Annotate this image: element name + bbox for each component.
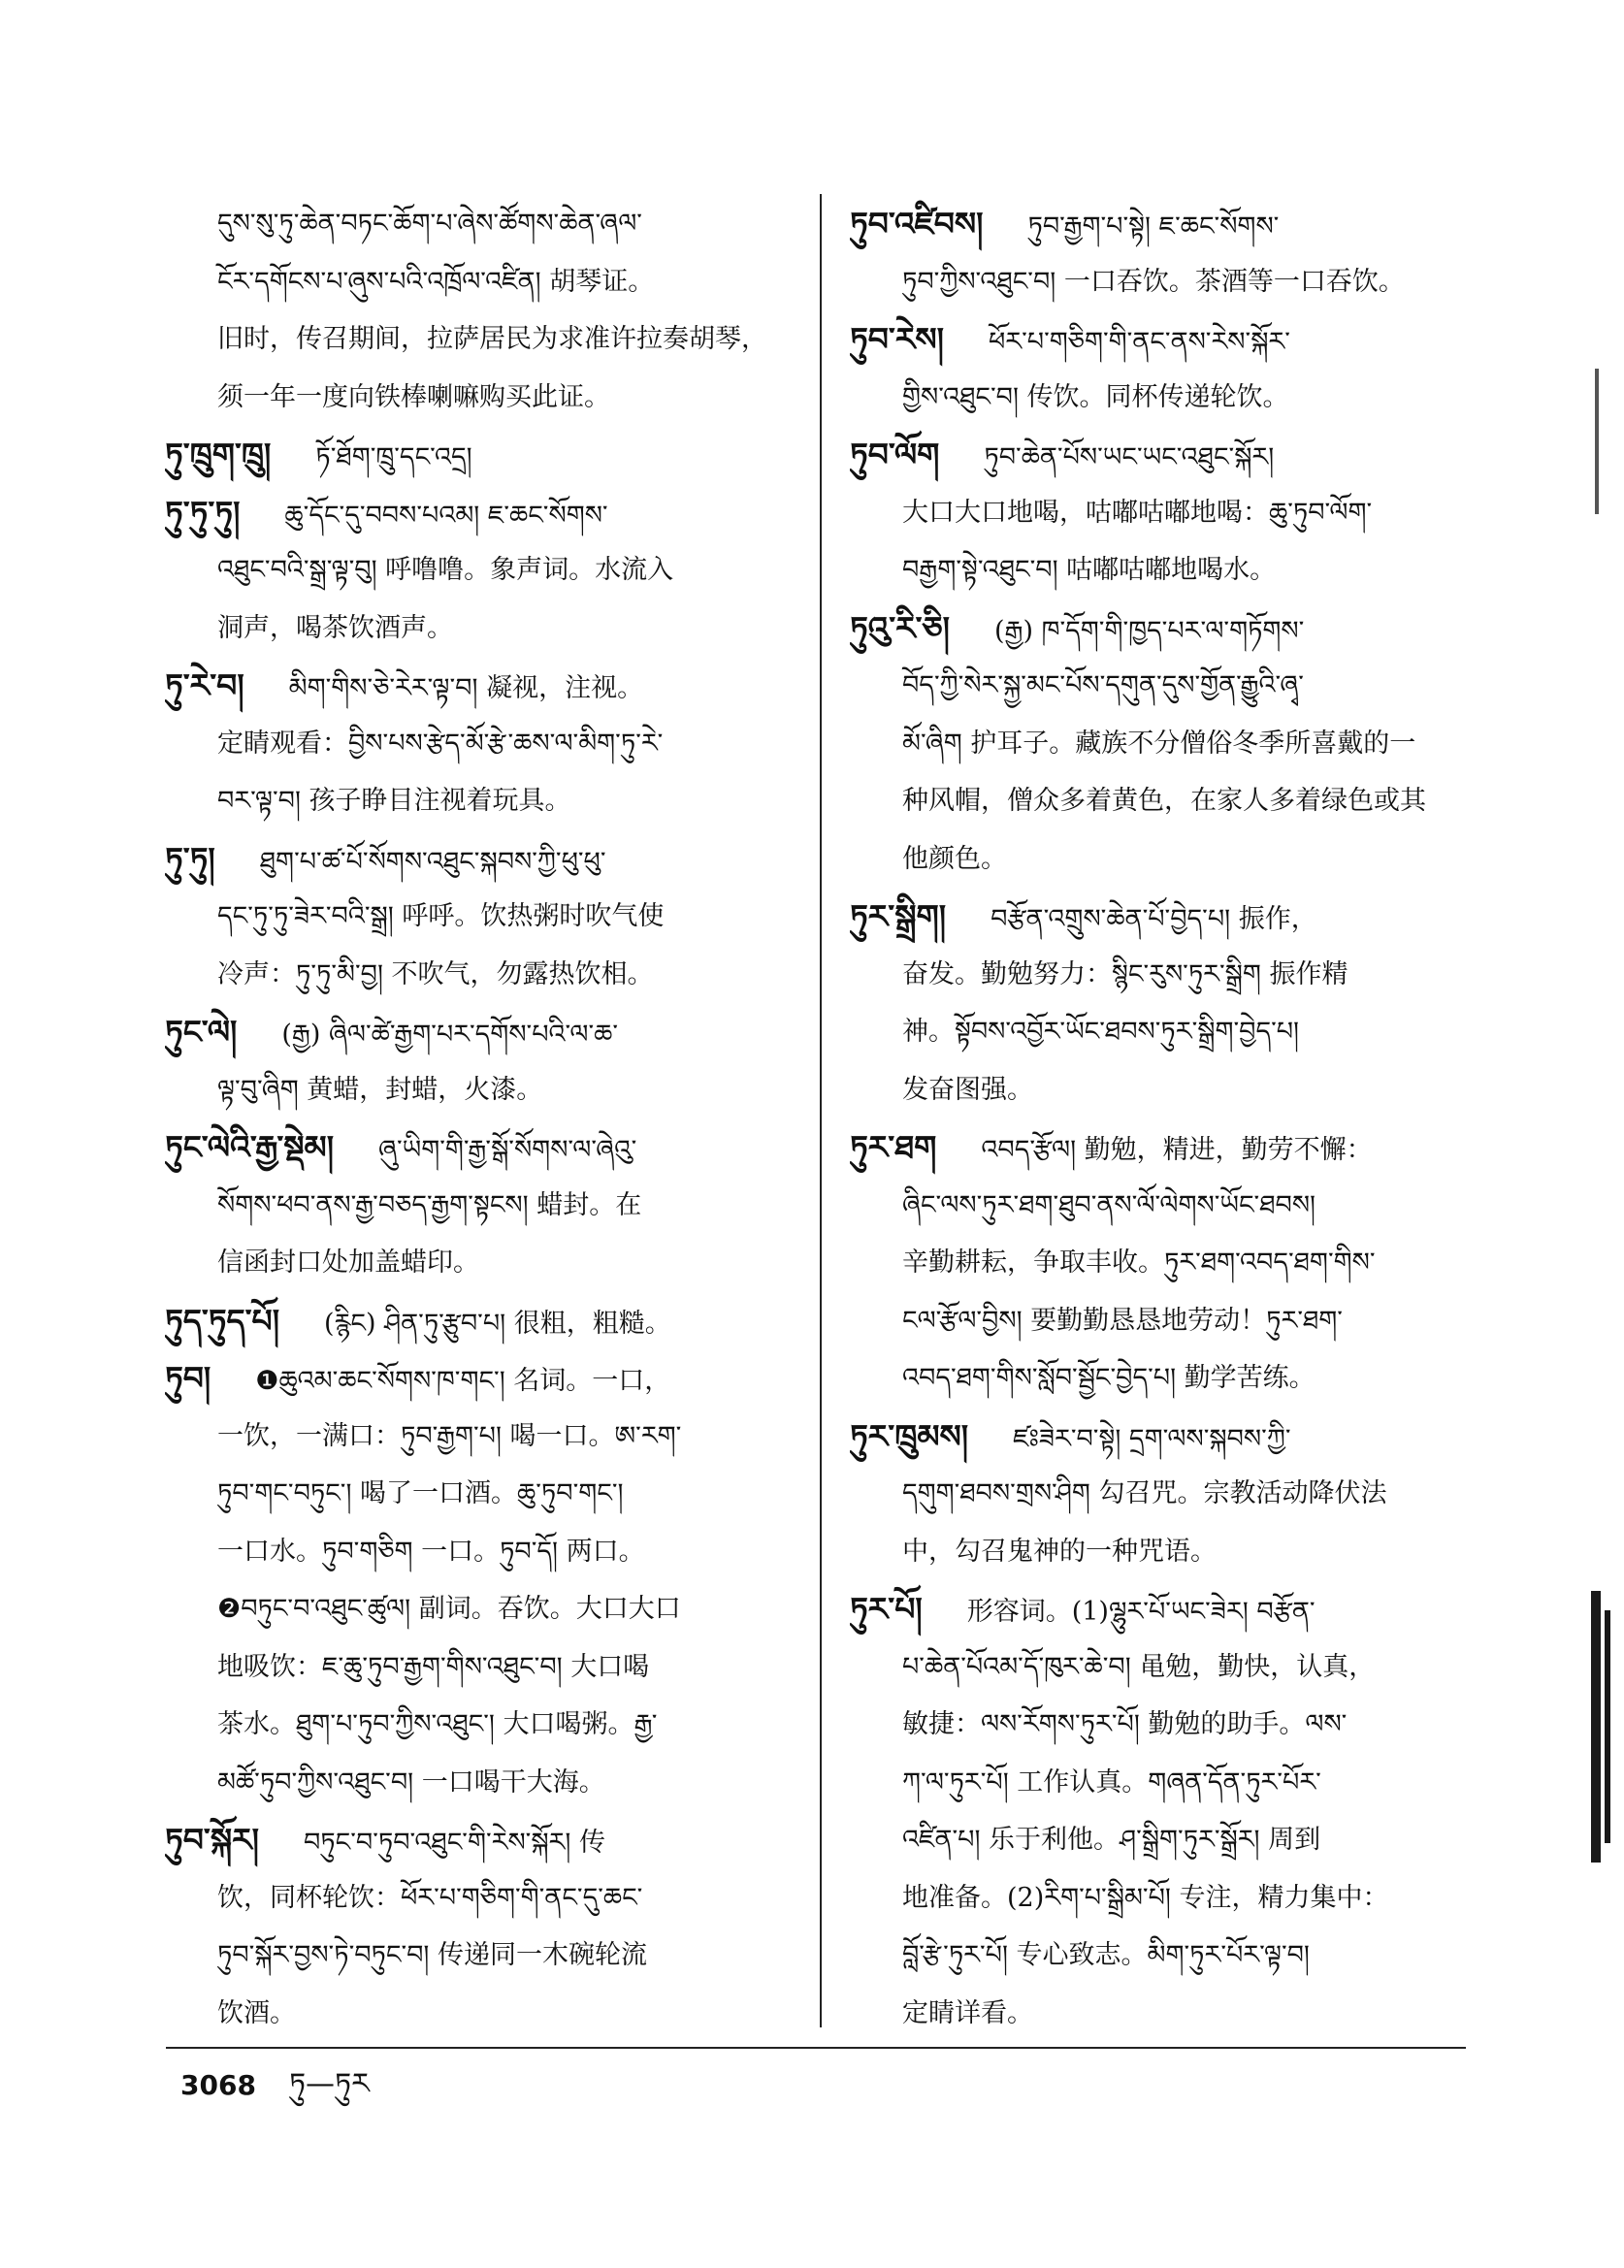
entry-line [165, 1177, 800, 1235]
entry-line [165, 1523, 800, 1581]
dictionary-entry [165, 426, 800, 484]
definition-text: བརྩོན་འགྲུས་ཆེན་པོ་བྱེད་པ། 振作， [991, 904, 1317, 934]
definition-text: (རྒྱ) ཁ་དོག་གི་ཁྱད་པར་ལ་གཏོགས་ [993, 615, 1305, 646]
entry-headword: ཏུར་པོ། [850, 1590, 923, 1628]
entry-headword: ཏུབ་སྐོར། [165, 1821, 259, 1859]
entry-line [165, 1003, 800, 1061]
definition-text: དང་ཏུ་ཏུ་ཟེར་བའི་སྒྲ། 呼呼。饮热粥时吹气使 [217, 901, 665, 931]
definition-text: བར་ལྟ་བ། 孩子睁目注视着玩具。 [217, 786, 571, 816]
definition-text: (རྒྱ) ཞིལ་ཚེ་རྒྱག་པར་དགོས་པའི་ལ་ཆ་ [281, 1020, 619, 1050]
dictionary-entry [850, 599, 1494, 889]
definition-text: 定睛详看。 [902, 1997, 1033, 2028]
definition-text: 旧时，传召期间，拉萨居民为求准许拉奏胡琴， [217, 324, 767, 354]
entry-line [850, 1349, 1494, 1408]
definition-text: 敏捷：ལས་རོགས་ཏུར་པོ། 勤勉的助手。ལས་ [902, 1709, 1348, 1739]
entry-line [850, 657, 1494, 715]
entry-line [850, 541, 1494, 599]
entry-line [165, 1985, 800, 2043]
definition-text: ཞུ་ཡིག་གི་རྒྱ་སྒོ་སོགས་ལ་ཞེའུ་ [378, 1135, 637, 1165]
entry-line [165, 426, 800, 484]
entry-line [850, 1811, 1494, 1869]
definition-text: ཏུབ་རྒྱག་པ་སྟེ། ཇ་ཆང་སོགས་ [1027, 211, 1280, 242]
entry-line [165, 484, 800, 542]
entry-line [850, 369, 1494, 427]
entry-headword: ཏུའུ་རི་ཅི། [850, 608, 950, 647]
entry-line [165, 657, 800, 715]
dictionary-entry [165, 657, 800, 830]
definition-text: 饮，同杯轮饮：ཕོར་པ་གཅིག་གི་ནང་དུ་ཆང་ [217, 1882, 643, 1913]
dictionary-entry [850, 426, 1494, 599]
dictionary-entry [165, 1292, 800, 1350]
entry-line [850, 599, 1494, 658]
entry-line [850, 715, 1494, 773]
right-column [850, 195, 1494, 2048]
entry-line [850, 426, 1494, 484]
entry-headword: ཏུར་སྒྲིག། [850, 897, 947, 935]
dictionary-entry [850, 310, 1494, 426]
dictionary-entry [850, 1580, 1494, 2042]
entry-line [850, 1754, 1494, 1812]
scan-edge-mark [1591, 1591, 1601, 1863]
entry-line [850, 1696, 1494, 1754]
definition-text: མོ་ཞིག 护耳子。藏族不分僧俗冬季所喜戴的一 [902, 728, 1416, 759]
definition-text: 信函封口处加盖蜡印。 [217, 1247, 479, 1278]
entry-line [850, 1985, 1494, 2043]
definition-text: ངལ་རྩོལ་བྱིས། 要勤勤恳恳地劳动！ཏུར་ཐག་ [902, 1305, 1343, 1336]
entry-line [165, 1811, 800, 1869]
entry-line [850, 1580, 1494, 1638]
entry-line [850, 1234, 1494, 1292]
footer-rule [166, 2047, 1466, 2049]
entry-line [165, 541, 800, 599]
definition-text: འབད་རྩོལ། 勤勉，精进，勤劳不懈： [981, 1135, 1373, 1165]
definition-text: ❷བཏུང་བ་འཐུང་ཚུལ། 副词。吞饮。大口大口 [217, 1594, 681, 1624]
definition-text: 冷声：ཏུ་ཏུ་མི་བྱ། 不吹气，勿露热饮相。 [217, 958, 654, 989]
dictionary-entry [850, 1118, 1494, 1408]
definition-text: 奋发。勤勉努力：སྙིང་རུས་ཏུར་སྒྲིག 振作精 [902, 958, 1348, 989]
entry-line [165, 599, 800, 658]
definition-text: 须一年一度向铁棒喇嘛购买此证。 [217, 381, 610, 412]
entry-line [850, 1292, 1494, 1350]
entry-line [850, 310, 1494, 369]
entry-line [850, 1061, 1494, 1119]
definition-text: ངོར་དགོངས་པ་ཞུས་པའི་འཁྲོལ་འཛིན། 胡琴证。 [217, 266, 655, 297]
page-guide-words: ཏུ—ཏུར [289, 2067, 370, 2101]
dictionary-entry [850, 888, 1494, 1118]
definition-text: 发奋图强。 [902, 1074, 1033, 1105]
definition-text: ཀ་ལ་ཏུར་པོ། 工作认真。གཞན་དོན་ཏུར་པོར་ [902, 1766, 1321, 1798]
entry-line [165, 1927, 800, 1985]
definition-text: ཕོར་པ་གཅིག་གི་ནང་ནས་རེས་སྐོར་ [989, 327, 1290, 357]
entry-line [165, 195, 800, 253]
definition-text: བཏུང་བ་ཏུབ་འཐུང་གི་རེས་སྐོར། 传 [304, 1828, 605, 1858]
definition-text: ཞིང་ལས་ཏུར་ཐག་ཐུབ་ནས་ལོ་ལེགས་ཡོང་ཐབས། [902, 1189, 1316, 1220]
dictionary-entry [165, 1811, 800, 2042]
definition-text: 中，勾召鬼神的一种咒语。 [902, 1536, 1217, 1567]
column-divider [820, 194, 822, 2027]
entry-headword: ཏུ་ཁྲུག་ཁྲུ། [165, 436, 272, 473]
definition-text: བརྒྱག་སྟེ་འཐུང་བ། 咕嘟咕嘟地喝水。 [902, 555, 1277, 585]
entry-headword: ཏུར་ཐག [850, 1128, 937, 1166]
dictionary-entry [165, 1003, 800, 1118]
definition-text: འཛིན་པ། 乐于利他。ཤ་སྒྲིག་ཏུར་སྒྲོར། 周到 [902, 1825, 1321, 1855]
definition-text: ཏུབ་ཆེན་པོས་ཡང་ཡང་འཐུང་སྐོར། [984, 442, 1275, 472]
entry-line [165, 1580, 800, 1638]
entry-line [850, 1118, 1494, 1177]
definition-text: 地吸饮：ཇ་ཆུ་ཏུབ་རྒྱག་གིས་འཐུང་བ། 大口喝 [217, 1651, 650, 1682]
entry-line [165, 1118, 800, 1177]
entry-line [850, 1927, 1494, 1985]
entry-headword: ཏུང་ལེའི་རྒྱ་སྡེམ། [165, 1128, 335, 1166]
left-column [165, 195, 800, 2048]
definition-text: འཐུང་བའི་སྒྲ་ལྟ་བུ། 呼噜噜。象声词。水流入 [217, 555, 674, 585]
definition-text: 地准备。(2)རིག་པ་སྒྲིམ་པོ། 专注，精力集中： [902, 1882, 1389, 1913]
definition-text: མིག་གིས་ཅེ་རེར་ལྟ་བ། 凝视，注视。 [288, 673, 644, 703]
entry-headword: ཏུ་ཏུ། [165, 839, 215, 878]
entry-line [165, 1061, 800, 1119]
definition-text: ལྟ་བུ་ཞིག 黄蜡，封蜡，火漆。 [217, 1074, 543, 1105]
entry-line [165, 1349, 800, 1408]
definition-text: གྱིས་འཐུང་བ། 传饮。同杯传递轮饮。 [902, 381, 1289, 412]
definition-text: མཚོ་ཏུབ་ཀྱིས་འཐུང་བ། 一口喝干大海。 [217, 1766, 605, 1798]
definition-text: 洞声，喝茶饮酒声。 [217, 612, 453, 643]
definition-text: བློ་རྩེ་ཏུར་པོ། 专心致志。མིག་ཏུར་པོར་ལྟ་བ། [902, 1940, 1310, 1970]
definition-text: 定睛观看：བྱིས་པས་རྩེད་མོ་རྩེ་ཆས་ལ་མིག་ཏུ་རེ་ [217, 728, 664, 759]
definition-text: 形容词。(1)ལྷུར་པོ་ཡང་ཟེར། བརྩོན་ [966, 1597, 1315, 1627]
definition-text: སོགས་ཕབ་ནས་རྒྱ་བཅད་རྒྱག་སྟངས། 蜡封。在 [217, 1189, 642, 1220]
entry-line [165, 888, 800, 946]
definition-text: ཏོ་ཐོག་ཁྲུ་དང་འདྲ། [315, 442, 472, 472]
dictionary-entry [165, 195, 800, 426]
definition-text: དུས་སུ་ཏུ་ཆེན་བཏང་ཆོག་པ་ཞེས་ཚོགས་ཆེན་ཞལ་ [217, 209, 642, 239]
entry-line [165, 310, 800, 369]
entry-line [165, 1754, 800, 1812]
definition-text: ཏུབ་སྐོར་བྱས་ཏེ་བཏུང་བ། 传递同一木碗轮流 [217, 1940, 648, 1970]
entry-line [850, 1003, 1494, 1061]
entry-line [165, 715, 800, 773]
entry-line [850, 946, 1494, 1004]
dictionary-entry [165, 830, 800, 1004]
definition-text: འབད་ཐག་གིས་སློབ་སྦྱོང་བྱེད་པ། 勤学苦练。 [902, 1363, 1315, 1393]
definition-text: ❶ཆུའམ་ཆང་སོགས་ཁ་གང་། 名词。一口， [255, 1366, 671, 1396]
definition-text: བོད་ཀྱི་སེར་སྐྱ་མང་པོས་དགུན་དུས་གྱོན་རྒྱུའི་ཞྭ་ [902, 670, 1304, 700]
entry-line [850, 888, 1494, 946]
definition-text: 他颜色。 [902, 843, 1007, 874]
definition-text: ཏུབ་ཀྱིས་འཐུང་བ། 一口吞饮。茶酒等一口吞饮。 [902, 266, 1405, 297]
entry-line [165, 1234, 800, 1292]
entry-headword: ཏུབ་ལོག [850, 436, 940, 473]
entry-line [850, 830, 1494, 889]
page-number: 3068 [180, 2069, 256, 2101]
definition-text: ཐུག་པ་ཚ་པོ་སོགས་འཐུང་སྐབས་ཀྱི་ཕུ་ཕུ་ [259, 846, 606, 877]
definition-text: ཏུབ་གང་བཏུང་། 喝了一口酒。ཆུ་ཏུབ་གང་། [217, 1478, 624, 1508]
entry-line [165, 369, 800, 427]
entry-line [850, 253, 1494, 311]
entry-line [165, 1696, 800, 1754]
definition-text: 一口水。ཏུབ་གཅིག 一口。ཏུབ་དོ། 两口。 [217, 1536, 645, 1567]
entry-line [165, 253, 800, 311]
definition-text: པ་ཆེན་པོའམ་དོ་ཁུར་ཆེ་བ། 黾勉，勤快，认真， [902, 1651, 1376, 1682]
entry-line [850, 772, 1494, 830]
definition-text: (རྙིང) ཤིན་ཏུ་རྩུབ་པ། 很粗，粗糙。 [324, 1308, 671, 1339]
definition-text: 饮酒。 [217, 1997, 296, 2028]
dictionary-entry [165, 1349, 800, 1811]
entry-line [165, 1869, 800, 1928]
definition-text: ཆུ་དོང་དུ་བབས་པའམ། ཇ་ཆང་སོགས་ [284, 500, 608, 531]
entry-line [850, 1869, 1494, 1928]
definition-text: 神。སྟོབས་འབྱོར་ཡོང་ཐབས་ཏུར་སྒྲིག་བྱེད་པ། [902, 1017, 1300, 1047]
entry-line [165, 830, 800, 889]
entry-line [850, 1523, 1494, 1581]
dictionary-entry [850, 195, 1494, 310]
entry-line [850, 1408, 1494, 1466]
entry-line [165, 1408, 800, 1466]
entry-line [850, 1177, 1494, 1235]
entry-line [850, 484, 1494, 542]
definition-text: 辛勤耕耘，争取丰收。ཏུར་ཐག་འབད་ཐག་གིས་ [902, 1247, 1376, 1278]
entry-line [850, 1638, 1494, 1697]
entry-headword: ཏུང་ལེ། [165, 1013, 238, 1051]
entry-headword: ཏུབ། [165, 1359, 211, 1397]
dictionary-entry [850, 1408, 1494, 1581]
definition-text: 种风帽，僧众多着黄色，在家人多着绿色或其 [902, 786, 1426, 816]
definition-text: 一饮，一满口：ཏུབ་རྒྱག་པ། 喝一口。ཨ་རག་ [217, 1420, 682, 1451]
definition-text: 茶水。ཐུག་པ་ཏུབ་ཀྱིས་འཐུང་། 大口喝粥。རྒྱ་ [217, 1709, 658, 1739]
definition-text: 大口大口地喝，咕嘟咕嘟地喝：ཆུ་ཏུབ་ལོག་ [902, 497, 1373, 528]
entry-headword: ཏུ་ཏུ་ཏུ། [165, 493, 241, 532]
entry-headword: ཏུབ་རེས། [850, 320, 944, 358]
entry-line [850, 1465, 1494, 1523]
dictionary-entry [165, 1118, 800, 1292]
entry-line [850, 195, 1494, 253]
entry-line [165, 1638, 800, 1697]
entry-headword: ཏུར་ཁྲུམས། [850, 1416, 969, 1455]
entry-headword: ཏུ་རེ་བ། [165, 666, 244, 704]
definition-text: ཛཿཟེར་བ་སྟེ། དྲག་ལས་སྐབས་ཀྱི་ [1013, 1423, 1291, 1454]
dictionary-entry [165, 484, 800, 658]
entry-headword: ཏུད་ཏུད་པོ། [165, 1301, 280, 1340]
entry-line [165, 772, 800, 830]
entry-line [165, 946, 800, 1004]
scan-edge-mark [1605, 1610, 1610, 1843]
entry-headword: ཏུབ་འཛིབས། [850, 205, 984, 243]
definition-text: དགུག་ཐབས་གྲས་ཤིག 勾召咒。宗教活动降伏法 [902, 1478, 1387, 1508]
entry-line [165, 1465, 800, 1523]
entry-line [165, 1292, 800, 1350]
scan-edge-mark [1595, 369, 1599, 514]
